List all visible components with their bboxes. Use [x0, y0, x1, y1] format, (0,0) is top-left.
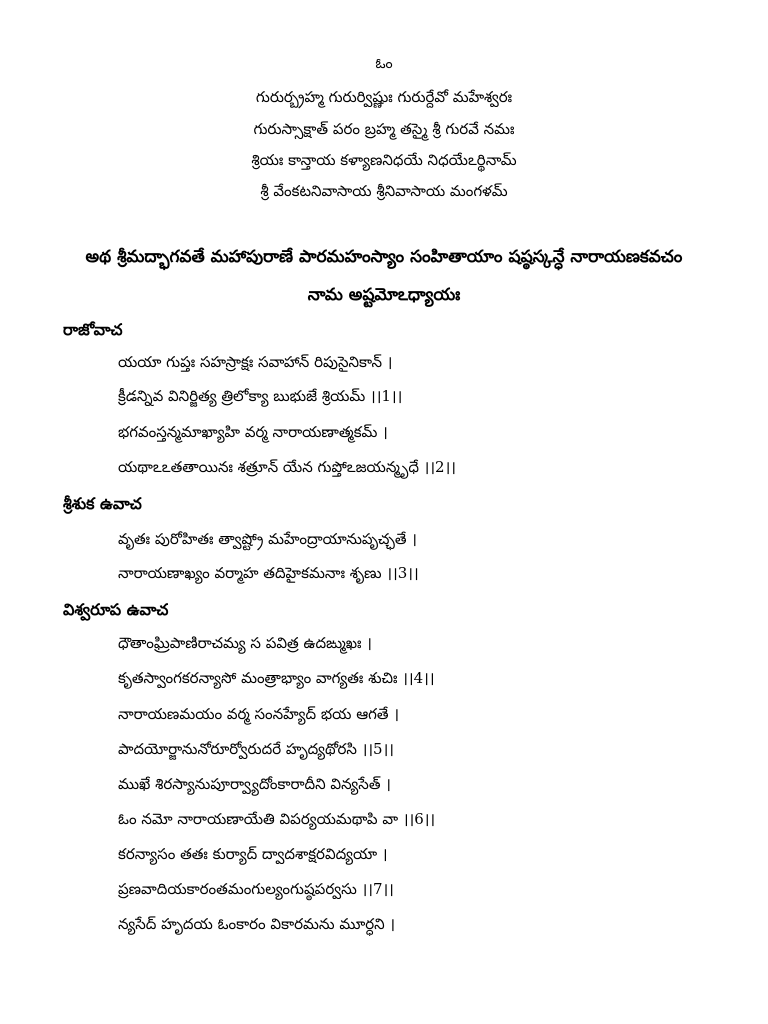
speaker-heading: రాజోవాచ — [63, 320, 123, 339]
speaker-heading: శ్రీశుక ఉవాచ — [63, 494, 142, 513]
verse-line: నారాయణాఖ్యం వర్మాహ తదిహైకమనాః శృణు ।।3।। — [118, 564, 419, 582]
verse-line: క్రీడన్నివ వినిర్జిత్య త్రిలోక్యా బుభుజే శ్రియమ్ ।।1।। — [118, 387, 403, 405]
invocation-line: శ్రీ వేంకటనివాసాయ శ్రీనివాసాయ మంగళమ్ — [260, 182, 508, 200]
verse-line: కృతస్వాంగకరన్యాసో మంత్రాభ్యాం వాగ్యతః శుచిః ।।4।। — [118, 669, 435, 687]
verse-line: పాదయోర్జానునోరూర్వోరుదరే హృద్యథోరసి ।।5।। — [118, 740, 394, 758]
invocation-line: గురుస్సాక్షాత్ పరం బ్రహ్మ తస్మై శ్రీ గురవే నమః — [253, 120, 515, 138]
chapter-title-continued: నామ అష్టమోఽధ్యాయః — [307, 285, 461, 305]
verse-line: వృతః పురోహితః త్వాష్ట్రో మహేంద్రాయానుపృచ్ఛతే । — [118, 530, 417, 548]
verse-line: న్యసేద్ హృదయ ఓంకారం వికారమను మూర్ధని । — [118, 915, 396, 933]
om-heading: ఓం — [375, 56, 393, 72]
verse-line: ముఖే శిరస్యానుపూర్వ్యాదోంకారాదీని విన్యసేత్ । — [118, 775, 391, 793]
chapter-title: అథ శ్రీమద్భాగవతే మహాపురాణే పారమహంస్యాం సంహితాయాం షష్ఠస్కన్ధే నారాయణకవచం — [85, 247, 683, 267]
speaker-heading: విశ్వరూప ఉవాచ — [63, 600, 169, 619]
invocation-line: గురుర్బ్రహ్మ గురుర్విష్ణుః గురుర్దేవో మహేశ్వరః — [255, 88, 513, 106]
verse-line: యయా గుప్తః సహస్రాక్షః సవాహాన్ రిపుసైనికాన్ । — [118, 353, 393, 371]
verse-line: భగవంస్తన్మమాఖ్యాహి వర్మ నారాయణాత్మకమ్ । — [118, 423, 388, 441]
verse-line: ఓం నమో నారాయణాయేతి విపర్యయమథాపి వా ।।6।। — [118, 810, 436, 828]
invocation-line: శ్రియః కాన్తాయ కళ్యాణనిధయే నిధయేఽర్థినామ్ — [251, 151, 517, 169]
verse-line: నారాయణమయం వర్మ సంనహ్యేద్ భయ ఆగతే । — [118, 705, 400, 723]
verse-line: యథాఽఽతతాయినః శత్రూన్ యేన గుప్తోఽజయన్మృధే ।।2।। — [118, 458, 456, 476]
verse-line: ప్రణవాదియకారంతమంగుల్యంగుష్ఠపర్వసు ।।7।। — [118, 880, 394, 898]
verse-line: కరన్యాసం తతః కుర్యాద్ ద్వాదశాక్షరవిద్యయా । — [118, 845, 388, 863]
verse-line: ధౌతాంఘ్రిపాణిరాచమ్య స పవిత్ర ఉదఙ్ముఖః । — [118, 634, 372, 652]
